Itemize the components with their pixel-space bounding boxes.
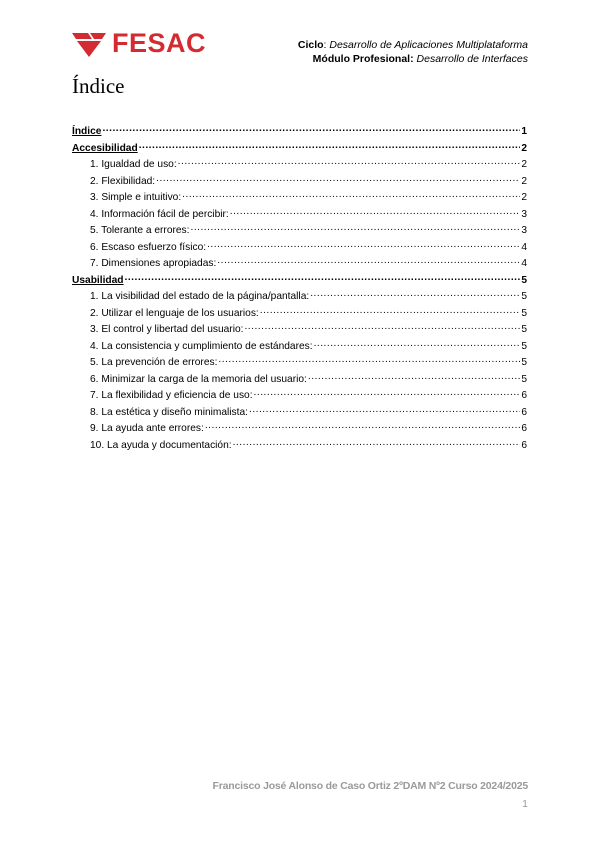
toc-entry-page: 3 <box>521 225 527 236</box>
toc-entry-page: 5 <box>521 357 527 368</box>
toc-dot-leader <box>190 221 520 233</box>
toc-dot-leader <box>178 155 520 167</box>
toc-entry-label: 3. Simple e intuitivo: <box>90 192 182 203</box>
toc-entry-page: 6 <box>521 439 527 451</box>
toc-entry[interactable] <box>72 304 527 321</box>
toc-entry-page: 4 <box>521 258 527 269</box>
toc-dot-leader <box>217 254 520 266</box>
page-title: Índice <box>72 74 125 98</box>
toc-dot-leader <box>233 436 520 448</box>
toc-entry[interactable] <box>72 221 527 238</box>
modulo-value: Desarrollo de Interfaces <box>416 53 528 65</box>
toc-entry-page: 5 <box>521 274 527 286</box>
toc-dot-leader <box>314 337 520 349</box>
toc-entry[interactable] <box>72 172 527 189</box>
ciclo-label: Ciclo <box>297 39 324 51</box>
toc-entry-page: 5 <box>521 291 527 302</box>
toc-dot-leader <box>310 287 520 299</box>
toc-entry[interactable] <box>72 254 527 271</box>
toc-entry[interactable] <box>72 386 527 403</box>
toc-dot-leader <box>156 172 520 184</box>
toc-entry[interactable] <box>72 155 527 172</box>
toc-dot-leader <box>260 304 520 316</box>
table-of-contents <box>72 122 527 452</box>
toc-entry-label: 6. Escaso esfuerzo físico: <box>90 241 207 253</box>
toc-entry-label: 5. Tolerante a errores: <box>90 225 190 236</box>
toc-entry-page: 5 <box>521 307 527 319</box>
toc-entry-page: 2 <box>521 192 527 203</box>
toc-entry-label: 2. Utilizar el lenguaje de los usuarios: <box>90 307 259 319</box>
toc-entry[interactable] <box>72 205 527 222</box>
toc-entry[interactable] <box>72 419 527 436</box>
toc-entry[interactable] <box>72 271 527 288</box>
toc-dot-leader <box>254 386 520 398</box>
toc-entry-page: 2 <box>521 159 527 170</box>
fesac-logo <box>72 30 206 57</box>
toc-entry-page: 4 <box>521 241 527 253</box>
toc-entry-label: 3. El control y libertad del usuario: <box>90 324 244 335</box>
toc-dot-leader <box>308 370 520 382</box>
toc-dot-leader <box>207 238 520 250</box>
toc-entry-page: 2 <box>521 142 527 154</box>
toc-entry-page: 6 <box>521 423 527 434</box>
toc-dot-leader <box>139 139 520 151</box>
toc-dot-leader <box>244 320 520 332</box>
toc-dot-leader <box>230 205 520 217</box>
toc-entry-page: 5 <box>521 340 527 352</box>
toc-entry-label: 6. Minimizar la carga de la memoria del usuario: <box>90 373 307 385</box>
toc-entry-label: 1. La visibilidad del estado de la página/pantalla: <box>90 291 310 302</box>
toc-entry-label: Índice <box>72 126 102 137</box>
toc-entry-label: 9. La ayuda ante errores: <box>90 423 204 434</box>
toc-entry-label: 10. La ayuda y documentación: <box>90 439 232 451</box>
toc-entry[interactable] <box>72 139 527 156</box>
toc-entry-label: 8. La estética y diseño minimalista: <box>90 406 248 418</box>
modulo-label: Módulo Profesional: <box>312 53 414 65</box>
toc-entry-label: 5. La prevención de errores: <box>90 357 218 368</box>
toc-entry-label: 4. Información fácil de percibir: <box>90 208 229 220</box>
toc-entry[interactable] <box>72 370 527 387</box>
toc-dot-leader <box>182 188 520 200</box>
page-number: 1 <box>522 798 528 810</box>
document-header <box>298 38 528 66</box>
toc-entry-page: 6 <box>521 390 527 401</box>
toc-entry-page: 6 <box>521 406 527 418</box>
toc-entry-page: 5 <box>521 324 527 335</box>
footer-author: Francisco José Alonso de Caso Ortiz 2ºDAM Nº2 Curso 2024/2025 <box>212 780 528 792</box>
toc-entry-label: 7. Dimensiones apropiadas: <box>90 258 217 269</box>
ciclo-value: Desarrollo de Aplicaciones Multiplataforma <box>329 39 528 51</box>
logo-text: FESAC <box>112 28 207 58</box>
fesac-logo-icon <box>72 31 106 57</box>
toc-entry[interactable] <box>72 320 527 337</box>
toc-entry-page: 5 <box>521 373 527 385</box>
toc-entry-label: 7. La flexibilidad y eficiencia de uso: <box>90 390 253 401</box>
toc-entry[interactable] <box>72 403 527 420</box>
toc-entry[interactable] <box>72 337 527 354</box>
toc-entry[interactable] <box>72 122 527 139</box>
toc-dot-leader <box>205 419 520 431</box>
toc-entry[interactable] <box>72 287 527 304</box>
toc-entry-label: 2. Flexibilidad: <box>90 175 156 187</box>
toc-entry-label: 4. La consistencia y cumplimiento de estándares: <box>90 340 313 352</box>
modulo-line <box>298 52 528 66</box>
toc-entry[interactable] <box>72 436 527 453</box>
toc-entry-label: Accesibilidad <box>72 142 138 154</box>
toc-dot-leader <box>249 403 520 415</box>
toc-entry-page: 3 <box>521 208 527 220</box>
ciclo-line: Ciclo: Desarrollo de Aplicaciones Multiplataforma <box>297 39 528 51</box>
toc-dot-leader <box>218 353 520 365</box>
toc-dot-leader <box>102 122 520 134</box>
toc-entry-page: 1 <box>521 126 527 137</box>
toc-entry[interactable] <box>72 238 527 255</box>
toc-entry-label: Usabilidad <box>72 274 124 286</box>
toc-entry[interactable] <box>72 353 527 370</box>
toc-entry[interactable] <box>72 188 527 205</box>
toc-entry-label: 1. Igualdad de uso: <box>90 159 177 170</box>
toc-dot-leader <box>125 271 520 283</box>
toc-entry-page: 2 <box>521 175 527 187</box>
